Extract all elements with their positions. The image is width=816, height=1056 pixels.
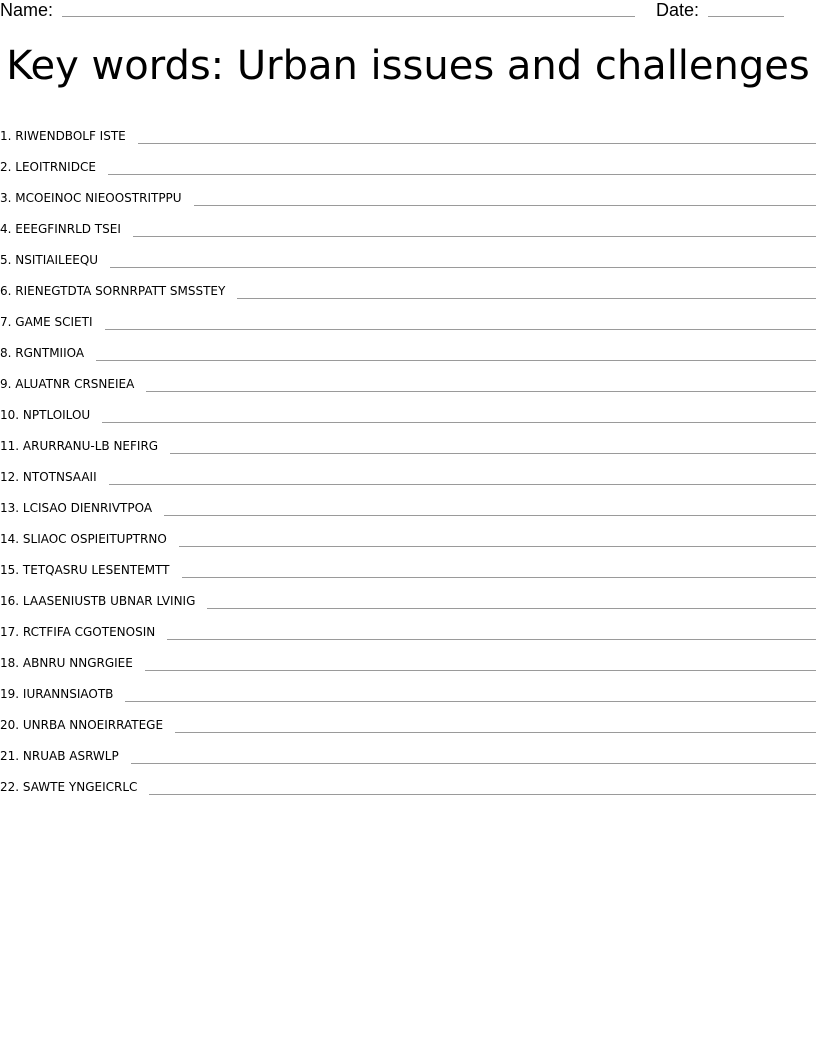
answer-line[interactable]	[207, 607, 816, 609]
scrambled-word: 8. RGNTMIIOA	[0, 346, 85, 360]
scrambled-word: 11. ARURRANU-LB NEFIRG	[0, 439, 159, 453]
answer-line[interactable]	[108, 173, 816, 175]
list-item	[0, 733, 816, 764]
answer-line[interactable]	[149, 793, 816, 795]
scrambled-word: 10. NPTLOILOU	[0, 408, 91, 422]
scrambled-word: 14. SLIAOC OSPIEITUPTRNO	[0, 532, 167, 546]
page-title: Key words: Urban issues and challenges	[6, 43, 810, 89]
word-list	[0, 113, 816, 795]
scrambled-word: 6. RIENEGTDTA SORNRPATT SMSSTEY	[0, 284, 226, 298]
list-item	[0, 268, 816, 299]
answer-line[interactable]	[110, 266, 816, 268]
answer-line[interactable]	[146, 390, 816, 392]
date-field-line[interactable]	[708, 16, 784, 17]
answer-line[interactable]	[182, 576, 816, 578]
scrambled-word: 2. LEOITRNIDCE	[0, 160, 96, 174]
list-item	[0, 330, 816, 361]
list-item	[0, 423, 816, 454]
scrambled-word: 16. LAASENIUSTB UBNAR LVINIG	[0, 594, 196, 608]
scrambled-word: 19. IURANNSIAOTB	[0, 687, 114, 701]
answer-line[interactable]	[102, 421, 816, 423]
answer-line[interactable]	[175, 731, 816, 733]
list-item	[0, 206, 816, 237]
answer-line[interactable]	[170, 452, 816, 454]
answer-line[interactable]	[109, 483, 816, 485]
list-item	[0, 454, 816, 485]
scrambled-word: 21. NRUAB ASRWLP	[0, 749, 119, 763]
list-item	[0, 764, 816, 795]
list-item	[0, 361, 816, 392]
scrambled-word: 20. UNRBA NNOEIRRATEGE	[0, 718, 164, 732]
list-item	[0, 640, 816, 671]
answer-line[interactable]	[105, 328, 816, 330]
list-item	[0, 578, 816, 609]
scrambled-word: 15. TETQASRU LESENTEMTT	[0, 563, 170, 577]
answer-line[interactable]	[138, 142, 816, 144]
list-item	[0, 609, 816, 640]
list-item	[0, 113, 816, 144]
list-item	[0, 516, 816, 547]
answer-line[interactable]	[125, 700, 816, 702]
scrambled-word: 3. MCOEINOC NIEOOSTRITPPU	[0, 191, 182, 205]
answer-line[interactable]	[96, 359, 816, 361]
answer-line[interactable]	[194, 204, 816, 206]
list-item	[0, 237, 816, 268]
scrambled-word: 13. LCISAO DIENRIVTPOA	[0, 501, 153, 515]
list-item	[0, 485, 816, 516]
list-item	[0, 702, 816, 733]
answer-line[interactable]	[145, 669, 816, 671]
list-item	[0, 547, 816, 578]
answer-line[interactable]	[133, 235, 816, 237]
list-item	[0, 299, 816, 330]
answer-line[interactable]	[167, 638, 816, 640]
scrambled-word: 17. RCTFIFA CGOTENOSIN	[0, 625, 156, 639]
name-field-line[interactable]	[62, 16, 635, 17]
date-label: Date:	[656, 0, 700, 20]
list-item	[0, 671, 816, 702]
list-item	[0, 144, 816, 175]
answer-line[interactable]	[179, 545, 816, 547]
scrambled-word: 1. RIWENDBOLF ISTE	[0, 129, 126, 143]
list-item	[0, 392, 816, 423]
header	[0, 0, 816, 24]
scrambled-word: 4. EEEGFINRLD TSEI	[0, 222, 121, 236]
scrambled-word: 7. GAME SCIETI	[0, 315, 93, 329]
scrambled-word: 18. ABNRU NNGRGIEE	[0, 656, 133, 670]
list-item	[0, 175, 816, 206]
scrambled-word: 22. SAWTE YNGEICRLC	[0, 780, 138, 794]
scrambled-word: 5. NSITIAILEEQU	[0, 253, 99, 267]
answer-line[interactable]	[131, 762, 816, 764]
answer-line[interactable]	[164, 514, 816, 516]
answer-line[interactable]	[237, 297, 816, 299]
name-label: Name:	[0, 0, 54, 20]
scrambled-word: 12. NTOTNSAAII	[0, 470, 97, 484]
scrambled-word: 9. ALUATNR CRSNEIEA	[0, 377, 135, 391]
